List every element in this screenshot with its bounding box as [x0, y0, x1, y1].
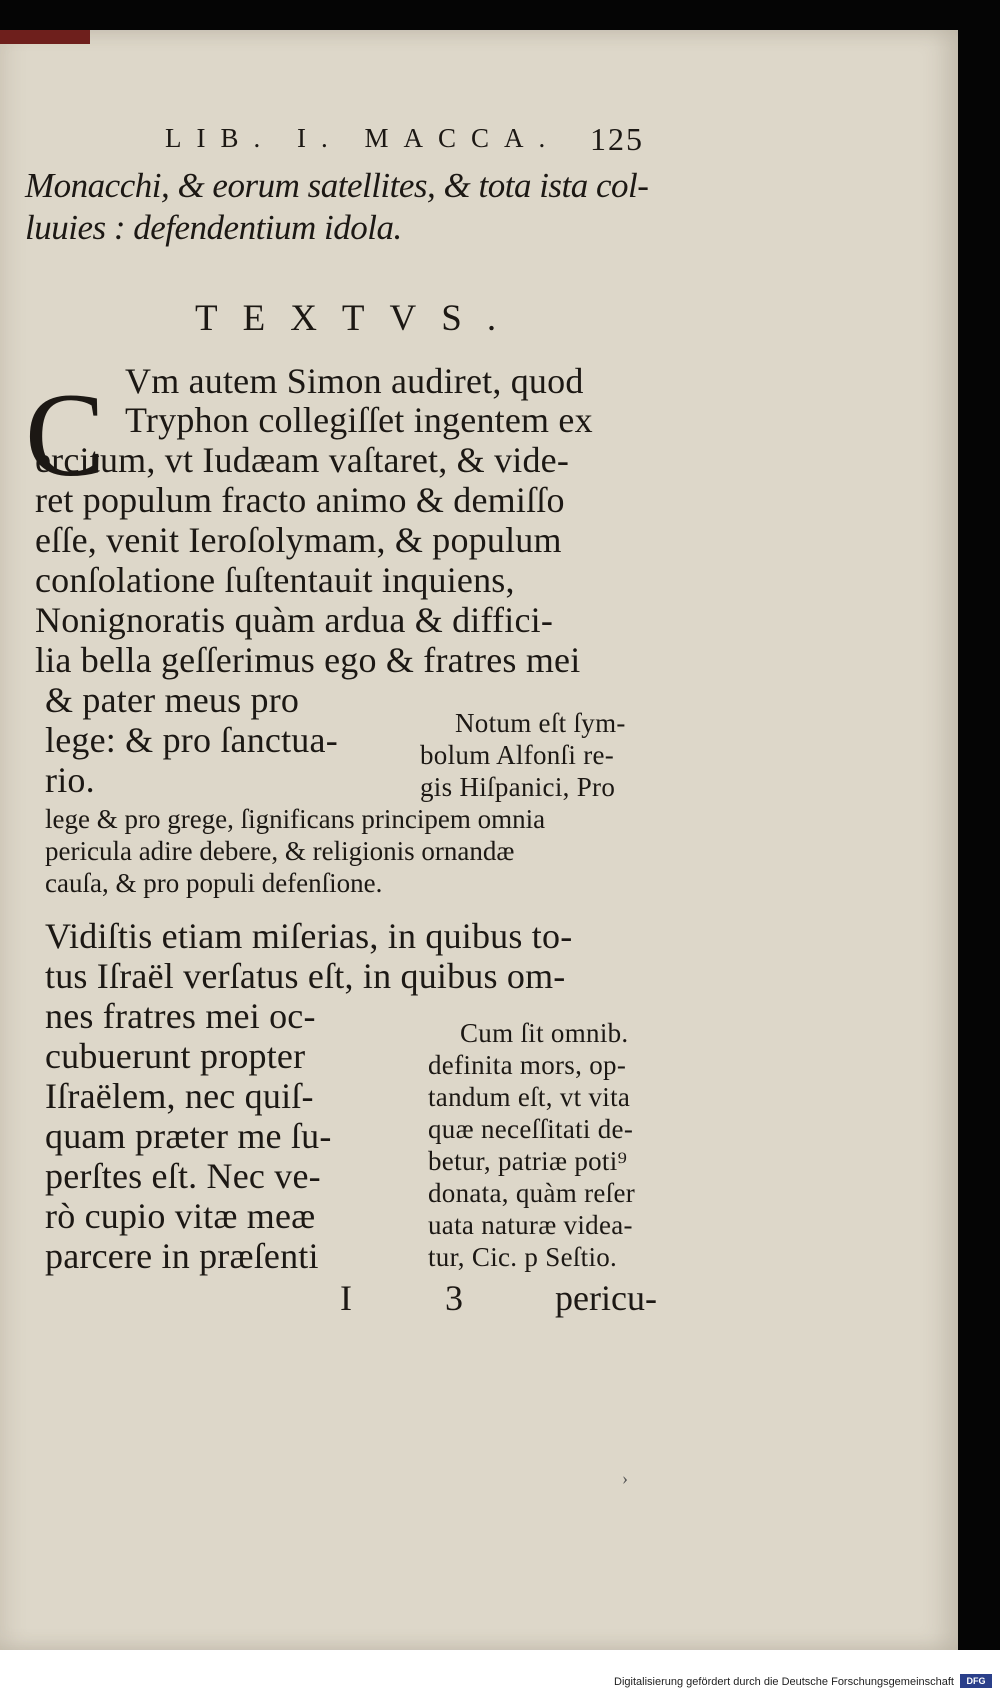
- book-page: [0, 30, 958, 1650]
- margin-note-line: Cum ſit omnib.: [460, 1018, 629, 1048]
- digitization-credit: Digitalisierung gefördert durch die Deutsche Forschungsgemeinschaft: [614, 1676, 954, 1688]
- text-line: quam præter me ſu-: [45, 1116, 332, 1156]
- text-line: conſolatione ſuſtentauit inquiens,: [35, 560, 515, 600]
- text-line: rio.: [45, 760, 95, 800]
- text-line: Vm autem Simon audiret, quod: [125, 361, 584, 401]
- margin-note-line: definita mors, op-: [428, 1050, 627, 1080]
- spine-mark: [0, 30, 90, 44]
- text-line: Iſraëlem, nec quiſ-: [45, 1076, 314, 1116]
- text-line: nes fratres mei oc-: [45, 996, 316, 1036]
- note-line: cauſa, & pro populi defenſione.: [45, 868, 383, 898]
- running-title: LIB. I. MACCA.: [165, 123, 561, 153]
- text-line: lege: & pro ſanctua-: [45, 720, 338, 760]
- drop-capital: C: [25, 368, 106, 501]
- text-line: cubuerunt propter: [45, 1036, 306, 1076]
- text-line: rò cupio vitæ meæ: [45, 1196, 316, 1236]
- note-line: pericula adire debere, & religionis ornandæ: [45, 836, 515, 866]
- signature-mark: I 3: [340, 1278, 505, 1318]
- note-line: lege & pro grege, ſignificans principem omnia: [45, 804, 546, 834]
- text-line: & pater meus pro: [45, 680, 300, 720]
- page-mark: ›: [622, 1468, 628, 1488]
- margin-note-line: betur, patriæ poti⁹: [428, 1146, 628, 1176]
- text-line: tus Iſraël verſatus eſt, in quibus om-: [45, 956, 566, 996]
- margin-note-line: Notum eſt ſym-: [455, 708, 626, 738]
- dfg-logo: DFG: [960, 1674, 992, 1688]
- margin-note-line: donata, quàm reſer: [428, 1178, 636, 1208]
- margin-note-line: gis Hiſpanici, Pro: [420, 772, 616, 802]
- page-number: 125: [590, 121, 644, 157]
- text-line: parcere in præſenti: [45, 1236, 319, 1276]
- margin-note-line: bolum Alfonſi re-: [420, 740, 615, 770]
- margin-note-line: tur, Cic. p Seſtio.: [428, 1242, 618, 1272]
- text-line: Vidiſtis etiam miſerias, in quibus to-: [45, 916, 573, 956]
- intro-line: luuies : defendentium idola.: [25, 208, 402, 247]
- text-line: ret populum fracto animo & demiſſo: [35, 480, 565, 520]
- section-heading: TEXTVS.: [195, 298, 522, 339]
- margin-note-line: uata naturæ videa-: [428, 1210, 633, 1240]
- text-line: lia bella geſſerimus ego & fratres mei: [35, 640, 581, 680]
- text-line: ercitum, vt Iudæam vaſtaret, & vide-: [35, 440, 570, 480]
- margin-note-line: tandum eſt, vt vita: [428, 1082, 631, 1112]
- intro-line: Monacchi, & eorum satellites, & tota ista col-: [25, 166, 649, 205]
- text-line: perſtes eſt. Nec ve-: [45, 1156, 321, 1196]
- text-line: eſſe, venit Ieroſolymam, & populum: [35, 520, 562, 560]
- text-line: Tryphon collegiſſet ingentem ex: [125, 400, 593, 440]
- margin-note-line: quæ neceſſitati de-: [428, 1114, 634, 1144]
- text-line: Nonignoratis quàm ardua & diffici-: [35, 600, 554, 640]
- catchword: pericu-: [555, 1278, 657, 1318]
